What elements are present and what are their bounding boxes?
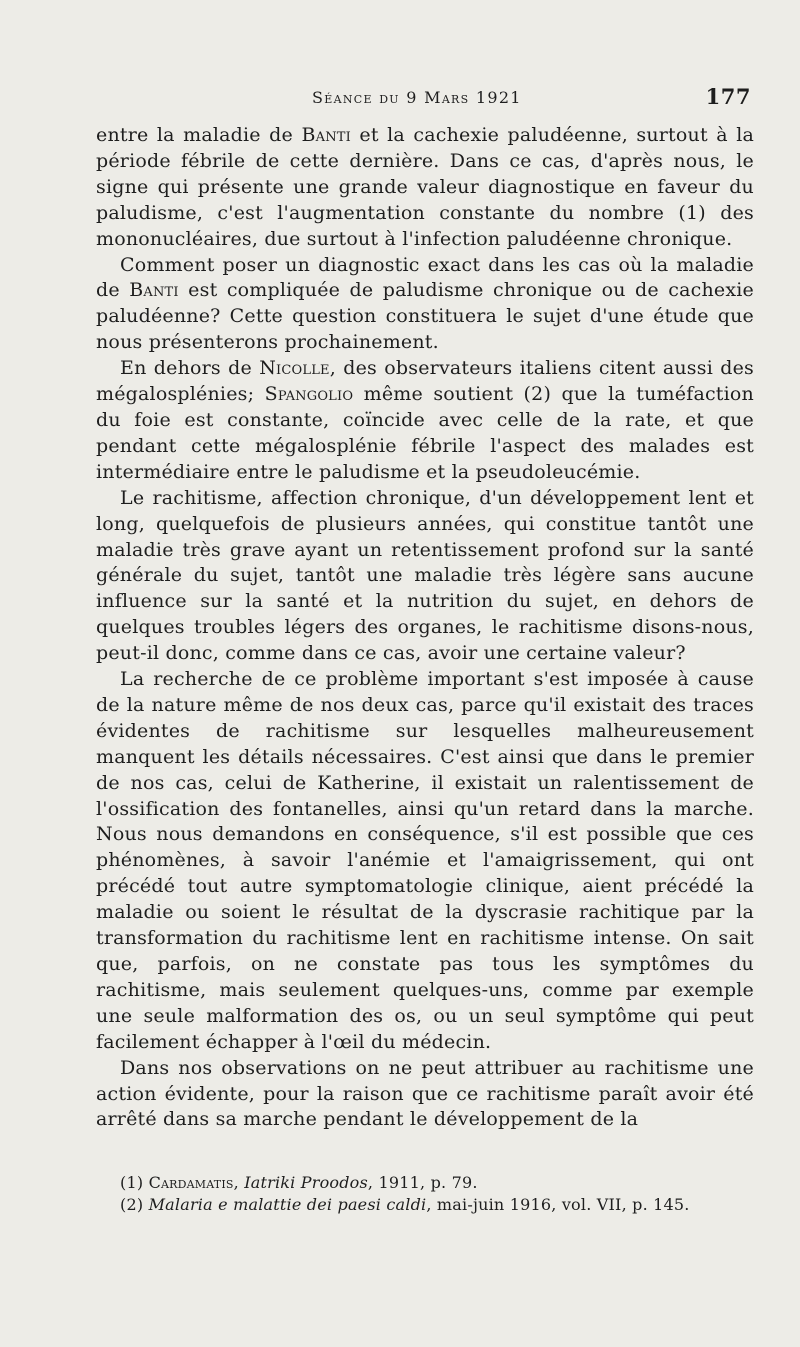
- paragraph-5: La recherche de ce problème important s'est imposée à cause de la nature même de nos deux cas, parce qu'il existait des traces évidentes de rachitisme sur lesquelles malheureusement manquent les détails nécessaires. C'est ainsi que dans le premier de nos cas, celui de Katherine, il existait un ralentissement de l'ossification des fontanelles, ainsi qu'un retard dans la marche. Nous nous demandons en conséquence, s'il est possible que ces phénomènes, à savoir l'anémie et l'amaigrissement, qui ont précédé tout autre symptomatologie clinique, aient précédé la maladie ou soient le résultat de la dyscrasie rachitique par la transformation du rachitisme lent en rachitisme intense. On sait que, parfois, on ne constate pas tous les symptômes du rachitisme, mais seulement quelques-uns, comme par exemple une seule malformation des os, ou un seul symptôme qui peut facilement échapper à l'œil du médecin.: [96, 668, 754, 1053]
- footnote-journal: Iatriki Proodos: [244, 1173, 368, 1192]
- paragraph-3-text-a: En dehors de: [120, 357, 260, 380]
- paragraph-6: Dans nos observations on ne peut attribuer au rachitisme une action évidente, pour la raison que ce rachitisme paraît avoir été arrêté dans sa marche pendant le développement de la: [96, 1056, 754, 1131]
- footnote-marker: (1): [120, 1173, 144, 1192]
- paragraph-2: [96, 253, 754, 357]
- footnote-2: [120, 1194, 730, 1216]
- footnote-reference: , mai-juin 1916, vol. VII, p. 145.: [426, 1195, 690, 1214]
- page-number: 177: [705, 84, 751, 109]
- author-name-banti: Banti: [301, 124, 351, 146]
- footnotes: [120, 1172, 730, 1216]
- footnote-reference: , 1911, p. 79.: [367, 1173, 478, 1192]
- body-text: [96, 123, 754, 1133]
- footnote-1: [120, 1172, 730, 1194]
- paragraph-2-text-b: est compliquée de paludisme chronique ou de cachexie paludéenne? Cette question constituera le sujet d'une étude que nous présenterons prochainement.: [96, 279, 754, 354]
- paragraph-3-text-b: , des observateurs italiens citent aussi des mégalosplénies;: [96, 357, 754, 406]
- running-title: Séance du 9 Mars 1921: [312, 88, 522, 107]
- footnote-marker: (2): [120, 1195, 144, 1214]
- paragraph-3: [96, 356, 754, 486]
- paragraph-1: [96, 123, 754, 253]
- author-name-spangolio: Spangolio: [264, 383, 354, 406]
- author-name-banti: Banti: [129, 279, 179, 302]
- author-name-nicolle: Nicolle: [259, 357, 330, 380]
- paragraph-4: Le rachitisme, affection chronique, d'un développement lent et long, quelquefois de plusieurs années, qui constitue tantôt une maladie très grave ayant un retentissement profond sur la santé générale du sujet, tantôt une maladie très légère sans aucune influence sur la santé et la nutrition du sujet, en dehors de quelques troubles légers des organes, le rachitisme disons-nous, peut-il donc, comme dans ce cas, avoir une certaine valeur?: [96, 486, 754, 665]
- paragraph-1-text-b: et la cachexie paludéenne, surtout à la période fébrile de cette dernière. Dans ce cas, d'après nous, le signe qui présente une grande valeur diagnostique en faveur du paludisme, c'est l'augmentation constante du nombre (1) des mononucléaires, due surtout à l'infection paludéenne chronique.: [96, 124, 754, 250]
- running-head: [0, 84, 800, 112]
- footnote-separator: ,: [233, 1173, 245, 1192]
- paragraph-1-text-a: entre la maladie de: [96, 124, 302, 146]
- footnote-author: Cardamatis: [148, 1173, 234, 1192]
- paragraph-2-text-a: Comment poser un diagnostic exact dans les cas où la maladie de: [96, 253, 754, 302]
- paragraph-3-text-c: même soutient (2) que la tuméfaction du foie est constante, coïncide avec celle de la rate, et que pendant cette mégalosplénie fébrile l'aspect des malades est intermédiaire entre le paludisme et la pseudoleucémie.: [96, 383, 754, 483]
- footnote-journal: Malaria e malattie dei paesi caldi: [148, 1195, 427, 1214]
